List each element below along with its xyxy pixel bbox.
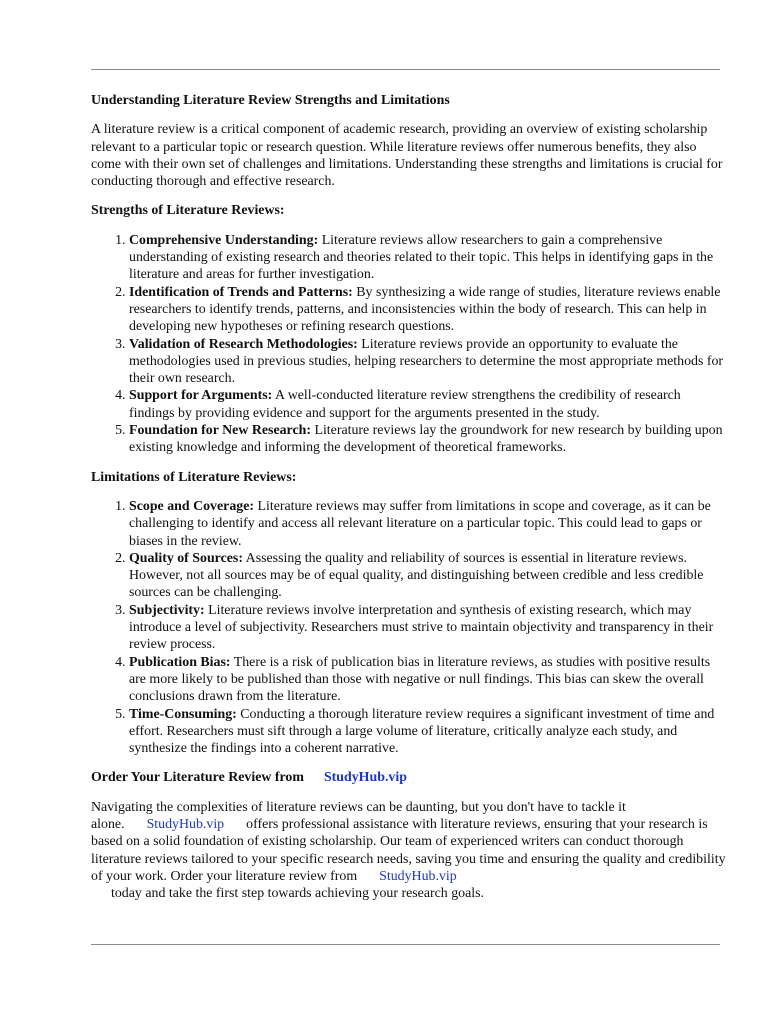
studyhub-heading-link[interactable]: StudyHub.vip xyxy=(323,770,407,786)
item-term: Support for Arguments: xyxy=(129,388,273,404)
item-text: Literature reviews allow researchers to gain a comprehensive understanding of existing research and theories related to their topic. This helps in identifying gaps in the literature and areas for further investigation. xyxy=(129,232,714,283)
order-text-1: Navigating the complexities of literature reviews can be daunting, but you don't have to tackle it alone. xyxy=(91,799,626,832)
top-divider xyxy=(91,69,720,70)
item-text: There is a risk of publication bias in literature reviews, as studies with positive results are more likely to be published than those with negative or null findings. This bias can skew the overall conclusions drawn from the literature. xyxy=(129,654,711,705)
bottom-divider xyxy=(91,944,720,945)
intro-paragraph: A literature review is a critical component of academic research, providing an overview of existing scholarship relevant to a particular topic or research question. While literature reviews offer numerous benefits, they also come with their own set of challenges and limitations. Understanding these strengths and limitations is crucial for conducting thorough and effective research. xyxy=(91,122,723,190)
order-heading-text: Order Your Literature Review from xyxy=(91,770,304,786)
strengths-list xyxy=(91,232,727,457)
order-heading xyxy=(91,769,727,786)
list-item xyxy=(129,336,727,388)
item-term: Validation of Research Methodologies: xyxy=(129,336,358,352)
strengths-heading: Strengths of Literature Reviews: xyxy=(91,203,285,219)
studyhub-inline-link-2[interactable]: StudyHub.vip xyxy=(379,868,457,884)
item-term: Subjectivity: xyxy=(129,602,205,618)
item-term: Comprehensive Understanding: xyxy=(129,232,319,248)
list-item xyxy=(129,498,727,550)
item-text: Literature reviews provide an opportunity to evaluate the methodologies used in previous studies, helping researchers to determine the most appropriate methods for their own research. xyxy=(129,336,724,387)
item-text: By synthesizing a wide range of studies, literature reviews enable researchers to identify trends, patterns, and inconsistencies within the body of research. This can help in developing new hypotheses or refining research questions. xyxy=(129,284,721,335)
item-text: Literature reviews involve interpretation and synthesis of existing research, which may introduce a level of subjectivity. Researchers must strive to maintain objectivity and transparency in their review process. xyxy=(129,602,714,653)
order-text-2: offers professional assistance with literature reviews, ensuring that your research is based on a solid foundation of existing scholarship. Our team of experienced writers can conduct thorough literature reviews tailored to your specific research needs, saving you time and ensuring the quality and credibility of your work. Order your literature review from xyxy=(91,816,726,884)
list-item xyxy=(129,550,727,602)
limitations-heading: Limitations of Literature Reviews: xyxy=(91,469,297,485)
list-item xyxy=(129,706,727,758)
document-body xyxy=(91,92,727,914)
item-term: Scope and Coverage: xyxy=(129,498,255,514)
order-text-3: today and take the first step towards achieving your research goals. xyxy=(111,886,484,902)
item-term: Time-Consuming: xyxy=(129,706,237,722)
item-text: Assessing the quality and reliability of sources is essential in literature reviews. However, not all sources may be of equal quality, and distinguishing between credible and less credible sources can be challenging. xyxy=(129,550,704,601)
limitations-list xyxy=(91,498,727,757)
order-paragraph xyxy=(91,799,727,903)
studyhub-inline-link[interactable]: StudyHub.vip xyxy=(146,816,225,832)
item-text: A well-conducted literature review strengthens the credibility of research findings by providing evidence and support for the arguments presented in the study. xyxy=(129,388,681,421)
page-title: Understanding Literature Review Strengths and Limitations xyxy=(91,93,450,108)
item-term: Foundation for New Research: xyxy=(129,423,311,439)
list-item xyxy=(129,654,727,706)
item-term: Quality of Sources: xyxy=(129,550,243,566)
list-item xyxy=(129,284,727,336)
list-item xyxy=(129,387,727,422)
item-text: Literature reviews lay the groundwork for new research by building upon existing knowledge and informing the development of theoretical frameworks. xyxy=(129,423,723,456)
item-text: Literature reviews may suffer from limitations in scope and coverage, as it can be challenging to identify and access all relevant literature on a particular topic. This could lead to gaps or biases in the review. xyxy=(129,498,711,549)
list-item xyxy=(129,602,727,654)
item-text: Conducting a thorough literature review requires a significant investment of time and effort. Researchers must sift through a large volume of literature, critically analyze each study, and synthesize the findings into a coherent narrative. xyxy=(129,706,715,757)
item-term: Publication Bias: xyxy=(129,654,231,670)
list-item xyxy=(129,232,727,284)
item-term: Identification of Trends and Patterns: xyxy=(129,284,353,300)
list-item xyxy=(129,422,727,457)
